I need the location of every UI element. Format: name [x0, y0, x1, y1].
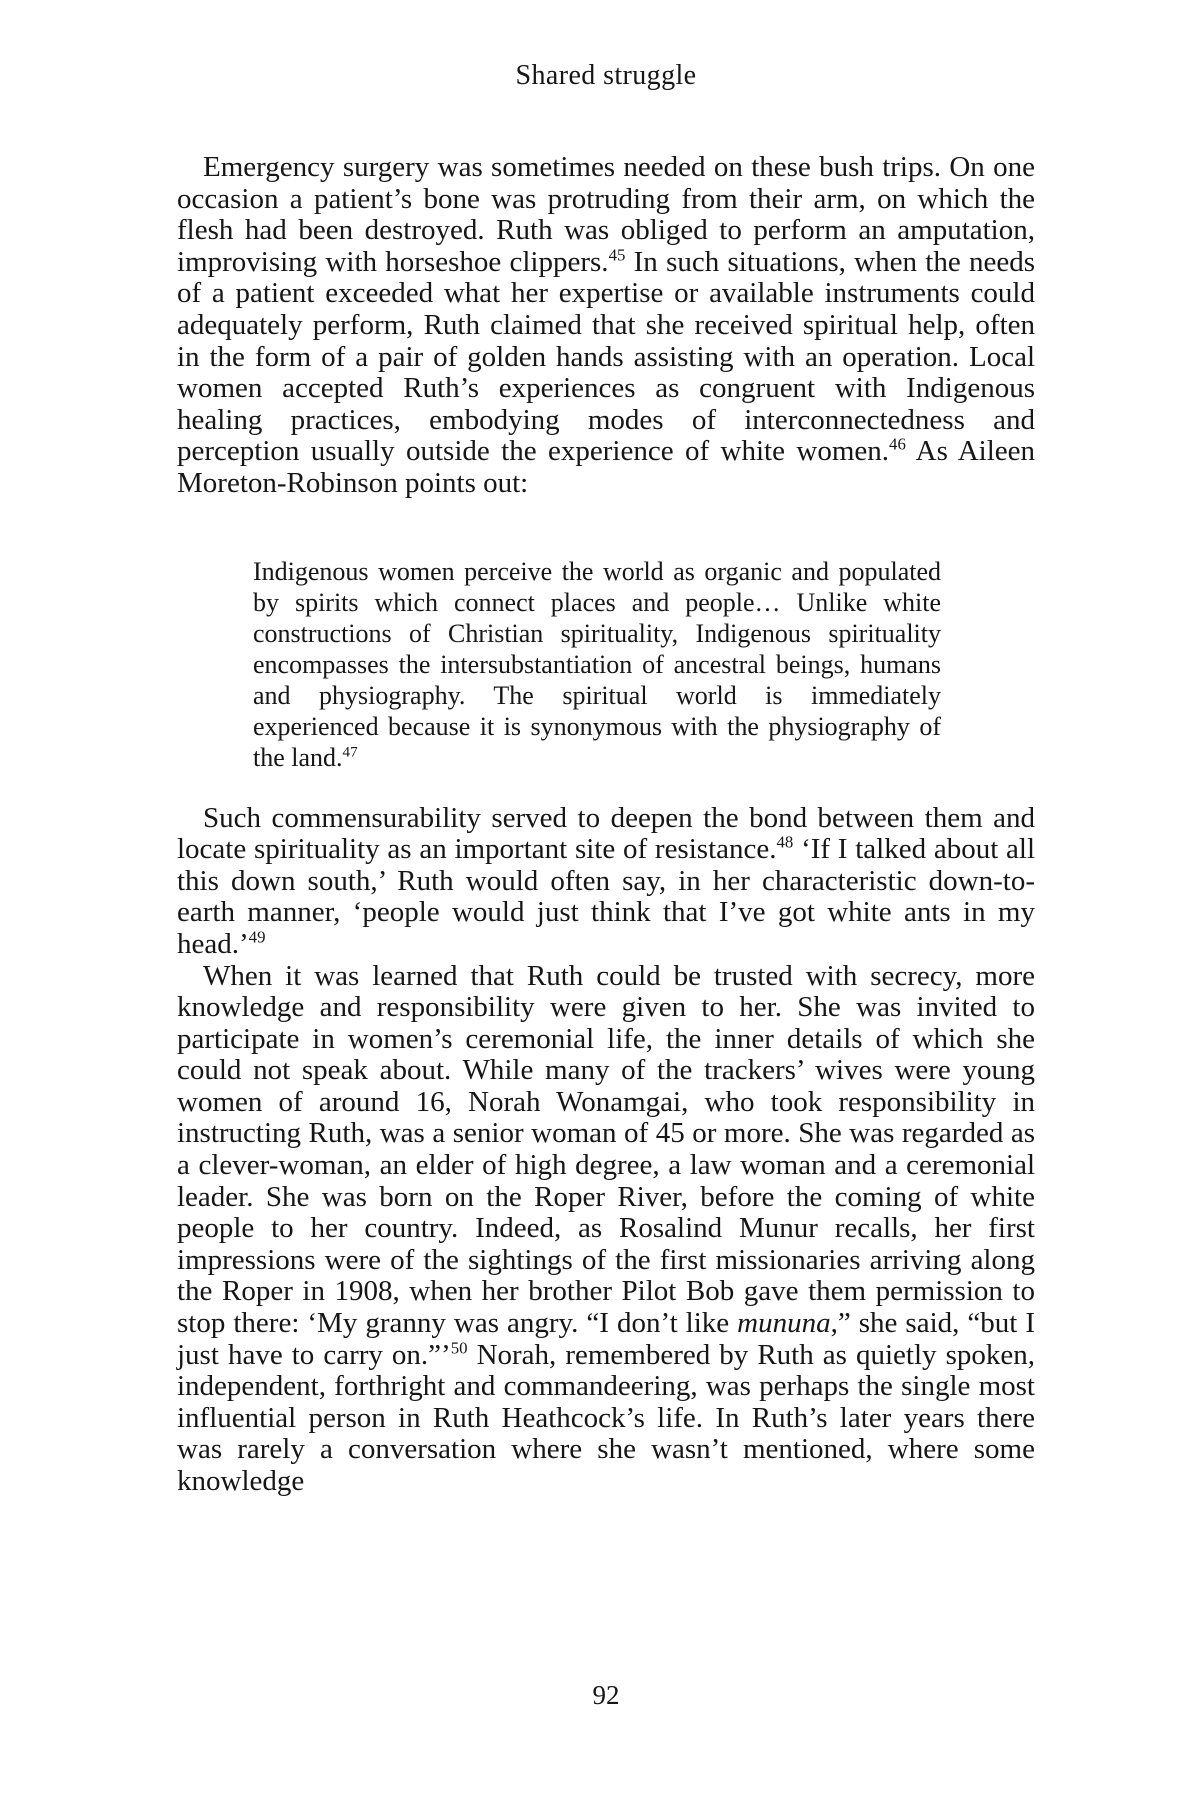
footnote-reference: 45 [608, 245, 626, 265]
italic-term: mununa [737, 1307, 831, 1340]
paragraph: Emergency surgery was sometimes needed on these bush trips. On one occasion a patient’s bone was protruding from their arm, on which the flesh had been destroyed. Ruth was obliged to perform an amputation, improvising with horseshoe clippers.$^{45}$ In such situations, when the needs of a patient exceeded what her expertise or available instruments could adequately perform, Ruth claimed that she received spiritual help, often in the form of a pair of golden hands assisting with an operation. Local women accepted Ruth’s experiences as congruent with Indigenous healing practices, embodying modes of interconnectedness and perception usually outside the experience of white women.$^{46}$ As Aileen Moreton-Robinson points out: [177, 151, 1035, 499]
footnote-reference: 50 [450, 1337, 468, 1357]
page-body [177, 152, 1035, 1498]
running-header: Shared struggle [515, 60, 697, 91]
footnote-reference: 48 [776, 832, 794, 852]
footnote-reference: 49 [248, 927, 266, 947]
footnote-reference: 46 [889, 434, 906, 454]
block-quote: Indigenous women perceive the world as organic and populated by spirits which connect places and people… Unlike white constructions of Christian spirituality, Indigenous spirituality encompasses the intersubstantiation of ancestral beings, humans and physiography. The spiritual world is immediately experienced because it is synonymous with the physiography of the land.$^{47}$ [253, 556, 941, 772]
page-number: 92 [592, 1680, 620, 1710]
footnote-reference: 47 [342, 743, 358, 760]
paragraph: Such commensurability served to deepen the bond between them and locate spirituality as an important site of resistance.$^{48}$ ‘If I talked about all this down south,’ Ruth would often say, in her characteristic down-to-earth manner, ‘people would just think that I’ve got white ants in my head.’$^{49}$ [177, 801, 1036, 960]
paragraph: When it was learned that Ruth could be trusted with secrecy, more knowledge and responsibility were given to her. She was invited to participate in women’s ceremonial life, the inner details of which she could not speak about. While many of the trackers’ wives were young women of around 16, Norah Wonamgai, who took responsibility in instructing Ruth, was a senior woman of 45 or more. She was regarded as a clever-woman, an elder of high degree, a law woman and a ceremonial leader. She was born on the Roper River, before the coming of white people to her country. Indeed, as Rosalind Munur recalls, her first impressions were of the sightings of the first missionaries arriving along the Roper in 1908, when her brother Pilot Bob gave them permission to stop there: ‘My granny was angry. “I don’t like mununa,” she said, “but I just have to carry on.”’$^{50}$ Norah, remembered by Ruth as quietly spoken, independent, forthright and commandeering, was perhaps the single most influential person in Ruth Heathcock’s life. In Ruth’s later years there was rarely a conversation where she wasn’t mentioned, where some knowledge [177, 959, 1035, 1497]
